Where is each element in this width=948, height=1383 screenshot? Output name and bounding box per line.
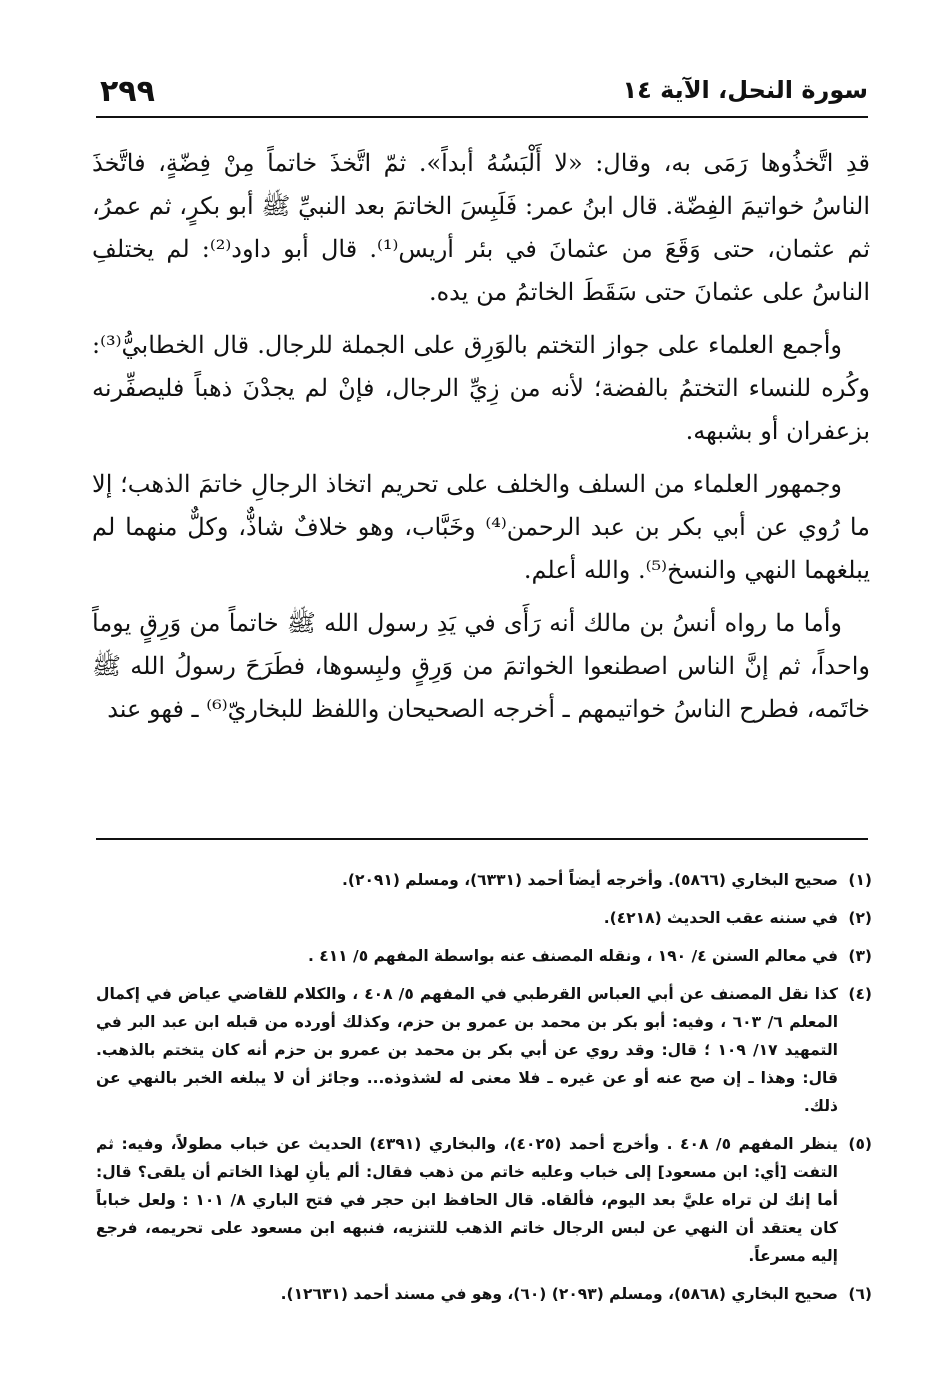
footnote-number: (٤): [848, 985, 872, 1003]
main-text: [92, 142, 870, 741]
footnotes: [96, 866, 872, 1318]
paragraph: وأما ما رواه أنسُ بن مالك أنه رَأَى في يَدِ رسول الله ﷺ خاتماً من وَرِقٍ يوماً واحداً، ثم إنَّ الناس اصطنعوا الخواتمَ من وَرِقٍ ولبِسوها، فطَرَحَ رسولُ الله ﷺ خاتَمه، فطرح الناسُ خواتيمهم ـ أخرجه الصحيحان واللفظ للبخاريّ⁽⁶⁾ ـ فهو عند: [92, 609, 870, 723]
footnote-divider: [96, 838, 868, 840]
footnote-number: (٢): [848, 909, 872, 927]
footnote-item: [96, 1130, 872, 1270]
paragraph: وجمهور العلماء من السلف والخلف على تحريم اتخاذ الرجالِ خاتمَ الذهب؛ إلا ما رُوي عن أبي بكر بن عبد الرحمن⁽⁴⁾ وخَبَّاب، وهو خلافٌ شاذٌّ، وكلٌّ منهما لم يبلغهما النهي والنسخ⁽⁵⁾. والله أعلم.: [92, 470, 870, 584]
footnote-number: (٦): [848, 1285, 872, 1303]
page-header: [96, 72, 868, 116]
footnote-item: [96, 1280, 872, 1308]
footnote-item: [96, 866, 872, 894]
paragraph: قدِ اتَّخذُوها رَمَى به، وقال: «لا أَلْبَسُهُ أبداً». ثمّ اتَّخذَ خاتماً مِنْ فِضّةٍ، فاتَّخذَ الناسُ خواتيمَ الفِضّة. قال ابنُ عمر: فَلَبِسَ الخاتمَ بعد النبيِّ ﷺ أبو بكرٍ، ثم عمرُ، ثم عثمان، حتى وَقَعَ من عثمانَ في بئر أريس⁽¹⁾. قال أبو داود⁽²⁾: لم يختلفِ الناسُ على عثمانَ حتى سَقَطَ الخاتمُ من يده.: [92, 149, 871, 306]
footnote-text: صحيح البخاري (٥٨٦٨)، ومسلم (٢٠٩٣) (٦٠)، وهو في مسند أحمد (١٢٦٣١).: [280, 1285, 838, 1303]
footnote-item: [96, 942, 872, 970]
footnote-item: [96, 904, 872, 932]
footnote-text: في معالم السنن ٤/ ١٩٠ ، ونقله المصنف عنه بواسطة المفهم ٥/ ٤١١ .: [307, 947, 838, 965]
footnote-text: في سننه عقب الحديث (٤٢١٨).: [603, 909, 838, 927]
surah-title: سورة النحل، الآية ١٤: [622, 76, 868, 104]
footnote-number: (٣): [848, 947, 872, 965]
footnote-text: كذا نقل المصنف عن أبي العباس القرطبي في المفهم ٥/ ٤٠٨ ، والكلام للقاضي عياض في إكمال المعلم ٦/ ٦٠٣ ، وفيه: أبو بكر بن محمد بن عمرو بن حزم، وكذلك أورده من قبله ابن عبد البر في التمهيد ١٧/ ١٠٩ ؛ قال: وقد روي عن أبي بكر بن محمد بن عمرو بن حزم أنه كان يتختم بالذهب. قال: وهذا ـ إن صح عنه أو عن غيره ـ فلا معنى له لشذوذه... وجائز أن لا يبلغه الخبر بالنهي عن ذلك.: [96, 985, 839, 1115]
footnote-item: [96, 980, 872, 1120]
paragraph: وأجمع العلماء على جواز التختم بالوَرِق على الجملة للرجال. قال الخطابيُّ⁽³⁾: وكُره للنساء التختمُ بالفضة؛ لأنه من زِيِّ الرجال، فإنْ لم يجدْنَ ذهباً فليصفِّرنه بزعفران أو بشبهه.: [92, 331, 870, 445]
footnote-number: (٥): [848, 1135, 872, 1153]
footnote-text: ينظر المفهم ٥/ ٤٠٨ . وأخرج أحمد (٤٠٢٥)، والبخاري (٤٣٩١) الحديث عن خباب مطولاً، وفيه: ثم التفت [أي: ابن مسعود] إلى خباب وعليه خاتم من ذهب فقال: ألم يأنِ لهذا الخاتم أن يلقى؟ قال: أما إنك لن تراه عليَّ بعد اليوم، فألقاه. قال الحافظ ابن حجر في فتح الباري ٨/ ١٠١ : ولعل خباباً كان يعتقد أن النهي عن لبس الرجال خاتم الذهب للتنزيه، فنبهه ابن مسعود على تحريمه، فرجع إليه مسرعاً.: [96, 1135, 838, 1265]
footnote-text: صحيح البخاري (٥٨٦٦). وأخرجه أيضاً أحمد (٦٣٣١)، ومسلم (٢٠٩١).: [342, 871, 838, 889]
page-number: ٢٩٩: [100, 74, 155, 109]
header-divider: [96, 116, 868, 118]
footnote-number: (١): [848, 871, 872, 889]
